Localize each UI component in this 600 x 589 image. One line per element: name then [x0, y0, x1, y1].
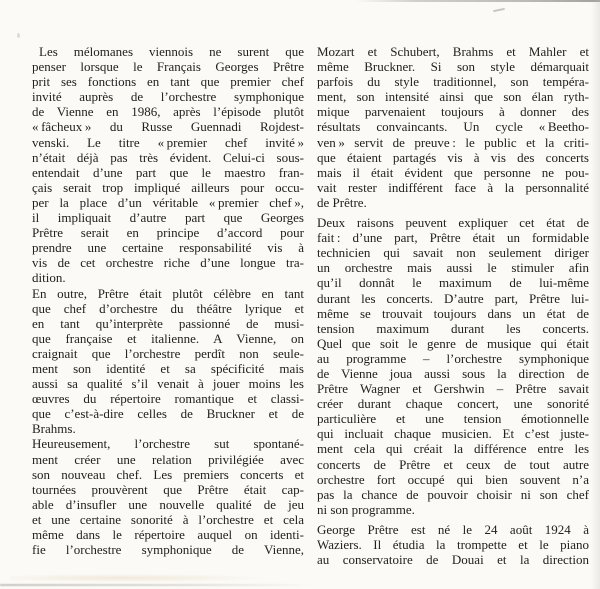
text-line: invité auprès de l’orchestre symphonique	[32, 89, 304, 105]
text-line: que c’est-à-dire celles de Bruckner et de	[32, 406, 304, 422]
text-line: Deux raisons peuvent expliquer cet état de	[317, 215, 589, 231]
text-line: craignait que l’orchestre perdît non seule-	[32, 345, 304, 361]
paragraph	[317, 44, 589, 210]
text-line: même dans le répertoire auquel on identi-	[32, 527, 304, 542]
text-line: qu’il donnât le maximum de lui-même	[317, 275, 589, 291]
text-line: résultats convaincants. Un cycle « Beetho-	[317, 119, 589, 135]
text-line: Heureusement, l’orchestre sut spontané-	[32, 436, 304, 452]
text-line: son nouveau chef. Les premiers concerts et	[32, 466, 304, 482]
text-column-left	[32, 44, 304, 557]
text-line: ni son programme.	[317, 501, 415, 517]
page-curl-shadow-line	[0, 584, 315, 586]
text-line: mique parvenaient toujours à donner des	[317, 104, 589, 120]
paragraph	[32, 436, 304, 557]
text-line: tournées prouvèrent que Prêtre était cap-	[32, 481, 304, 497]
text-line: per la place d’un véritable « premier chef »,	[32, 194, 304, 210]
text-line: qui incluait chaque musicien. Et c’est juste-	[317, 426, 589, 442]
text-line: prit ses fonctions en tant que premier chef	[32, 74, 304, 90]
text-line: de Prêtre.	[317, 194, 367, 210]
paragraph	[32, 44, 304, 286]
text-line: que étaient partagés vis à vis des concerts	[317, 149, 589, 165]
text-line: venski. Le titre « premier chef invité »	[32, 134, 304, 150]
text-line: au programme – l’orchestre symphonique	[317, 350, 589, 366]
text-line: George Prêtre est né le 24 août 1924 à	[317, 521, 589, 537]
text-line: de Vienne joua aussi sous la direction de	[317, 365, 589, 381]
text-line: ment son identité et sa spécificité mais	[32, 360, 304, 376]
text-line: ment, son intensité ainsi que son élan ryth-	[317, 89, 589, 105]
text-line: que chef d’orchestre du théâtre lyrique et	[32, 300, 304, 316]
scan-edge-artifact	[355, 0, 600, 2]
page-curl-shadow	[10, 574, 260, 582]
text-line: Brahms.	[32, 421, 76, 437]
text-line: même se trouvait toujours dans un état de	[317, 305, 589, 321]
text-line: n’était déjà pas très évident. Celui-ci sous-	[32, 149, 304, 165]
text-line: tension maximum durant les concerts.	[317, 320, 589, 336]
paragraph	[317, 215, 589, 517]
text-line: dition.	[32, 270, 66, 286]
text-line: au conservatoire de Douai et la direction	[317, 552, 589, 568]
text-line: créer durant chaque concert, une sonorité	[317, 396, 589, 412]
text-line: œuvres du répertoire romantique et classi-	[32, 391, 304, 407]
text-line: Quel que soit le genre de musique qui était	[317, 335, 589, 351]
text-line: ment cela qui créait la différence entre les	[317, 441, 589, 457]
text-line: technicien qui savait non seulement diriger	[317, 245, 589, 261]
text-line: vis de cet orchestre riche d’une longue tra-	[32, 255, 304, 271]
text-line: et une certaine sonorité à l’orchestre et cela	[32, 511, 304, 527]
text-line: de Vienne en 1986, après l’épisode plutôt	[32, 104, 304, 120]
text-line: prendre une certaine responsabilité vis à	[32, 240, 304, 256]
text-line: même Bruckner. Si son style démarquait	[317, 59, 589, 75]
text-line: pas la chance de pouvoir choisir ni son chef	[317, 486, 589, 502]
text-line: Prêtre serait en principe d’accord pour	[32, 225, 304, 241]
text-line: aussi sa qualité s’il venait à jouer moins les	[32, 376, 304, 392]
text-line: particulière et une tension émotionnelle	[317, 411, 589, 427]
text-line: çais serait trop impliqué ailleurs pour occu-	[32, 179, 304, 195]
scan-speck-artifact	[17, 33, 20, 38]
text-line: en tant qu’interprète passionné de musi-	[32, 315, 304, 331]
text-line: il impliquait d’autre part que Georges	[32, 210, 304, 226]
page-edge-shadow	[591, 0, 600, 589]
text-line: entendait d’une part que le maestro fran-	[32, 164, 304, 180]
text-line: Prêtre Wagner et Gershwin – Prêtre savait	[317, 381, 589, 397]
text-line: que française et italienne. A Vienne, on	[32, 330, 304, 346]
text-line: parfois du style traditionnel, son tempéra-	[317, 74, 589, 90]
text-line: orchestre fort occupé qui bien souvent n’a	[317, 471, 589, 487]
paragraph	[32, 286, 304, 437]
text-line: ven » servit de preuve : le public et la criti-	[317, 134, 589, 150]
text-line: mais il était évident que personne ne pou-	[317, 164, 589, 180]
text-line: fie l’orchestre symphonique de Vienne,	[32, 542, 304, 558]
text-line: penser lorsque le Français Georges Prêtre	[32, 59, 304, 75]
text-line: Les mélomanes viennois ne surent que	[39, 44, 304, 59]
text-line: ment créer une relation privilégiée avec	[32, 451, 304, 467]
scan-speck-artifact	[493, 8, 505, 12]
text-line: concerts de Prêtre et ceux de tout autre	[317, 456, 589, 472]
text-line: able d’insufler une nouvelle qualité de jeu	[32, 496, 304, 512]
text-line: « fâcheux » du Russe Guennadi Rojdest-	[32, 119, 304, 135]
text-line: Mozart et Schubert, Brahms et Mahler et	[317, 44, 589, 59]
text-column-right	[317, 44, 589, 567]
text-line: un orchestre mais aussi le stimuler afin	[317, 260, 589, 276]
text-line: Waziers. Il étudia la trompette et le piano	[317, 537, 589, 552]
text-line: En outre, Prêtre était plutôt célèbre en tant	[32, 285, 304, 301]
text-line: vait rester indifférent face à la personnalité	[317, 179, 589, 195]
paragraph	[317, 522, 589, 567]
text-line: fait : d’une part, Prêtre était un formidable	[317, 230, 589, 246]
text-line: durant les concerts. D’autre part, Prêtre lui-	[317, 290, 589, 306]
